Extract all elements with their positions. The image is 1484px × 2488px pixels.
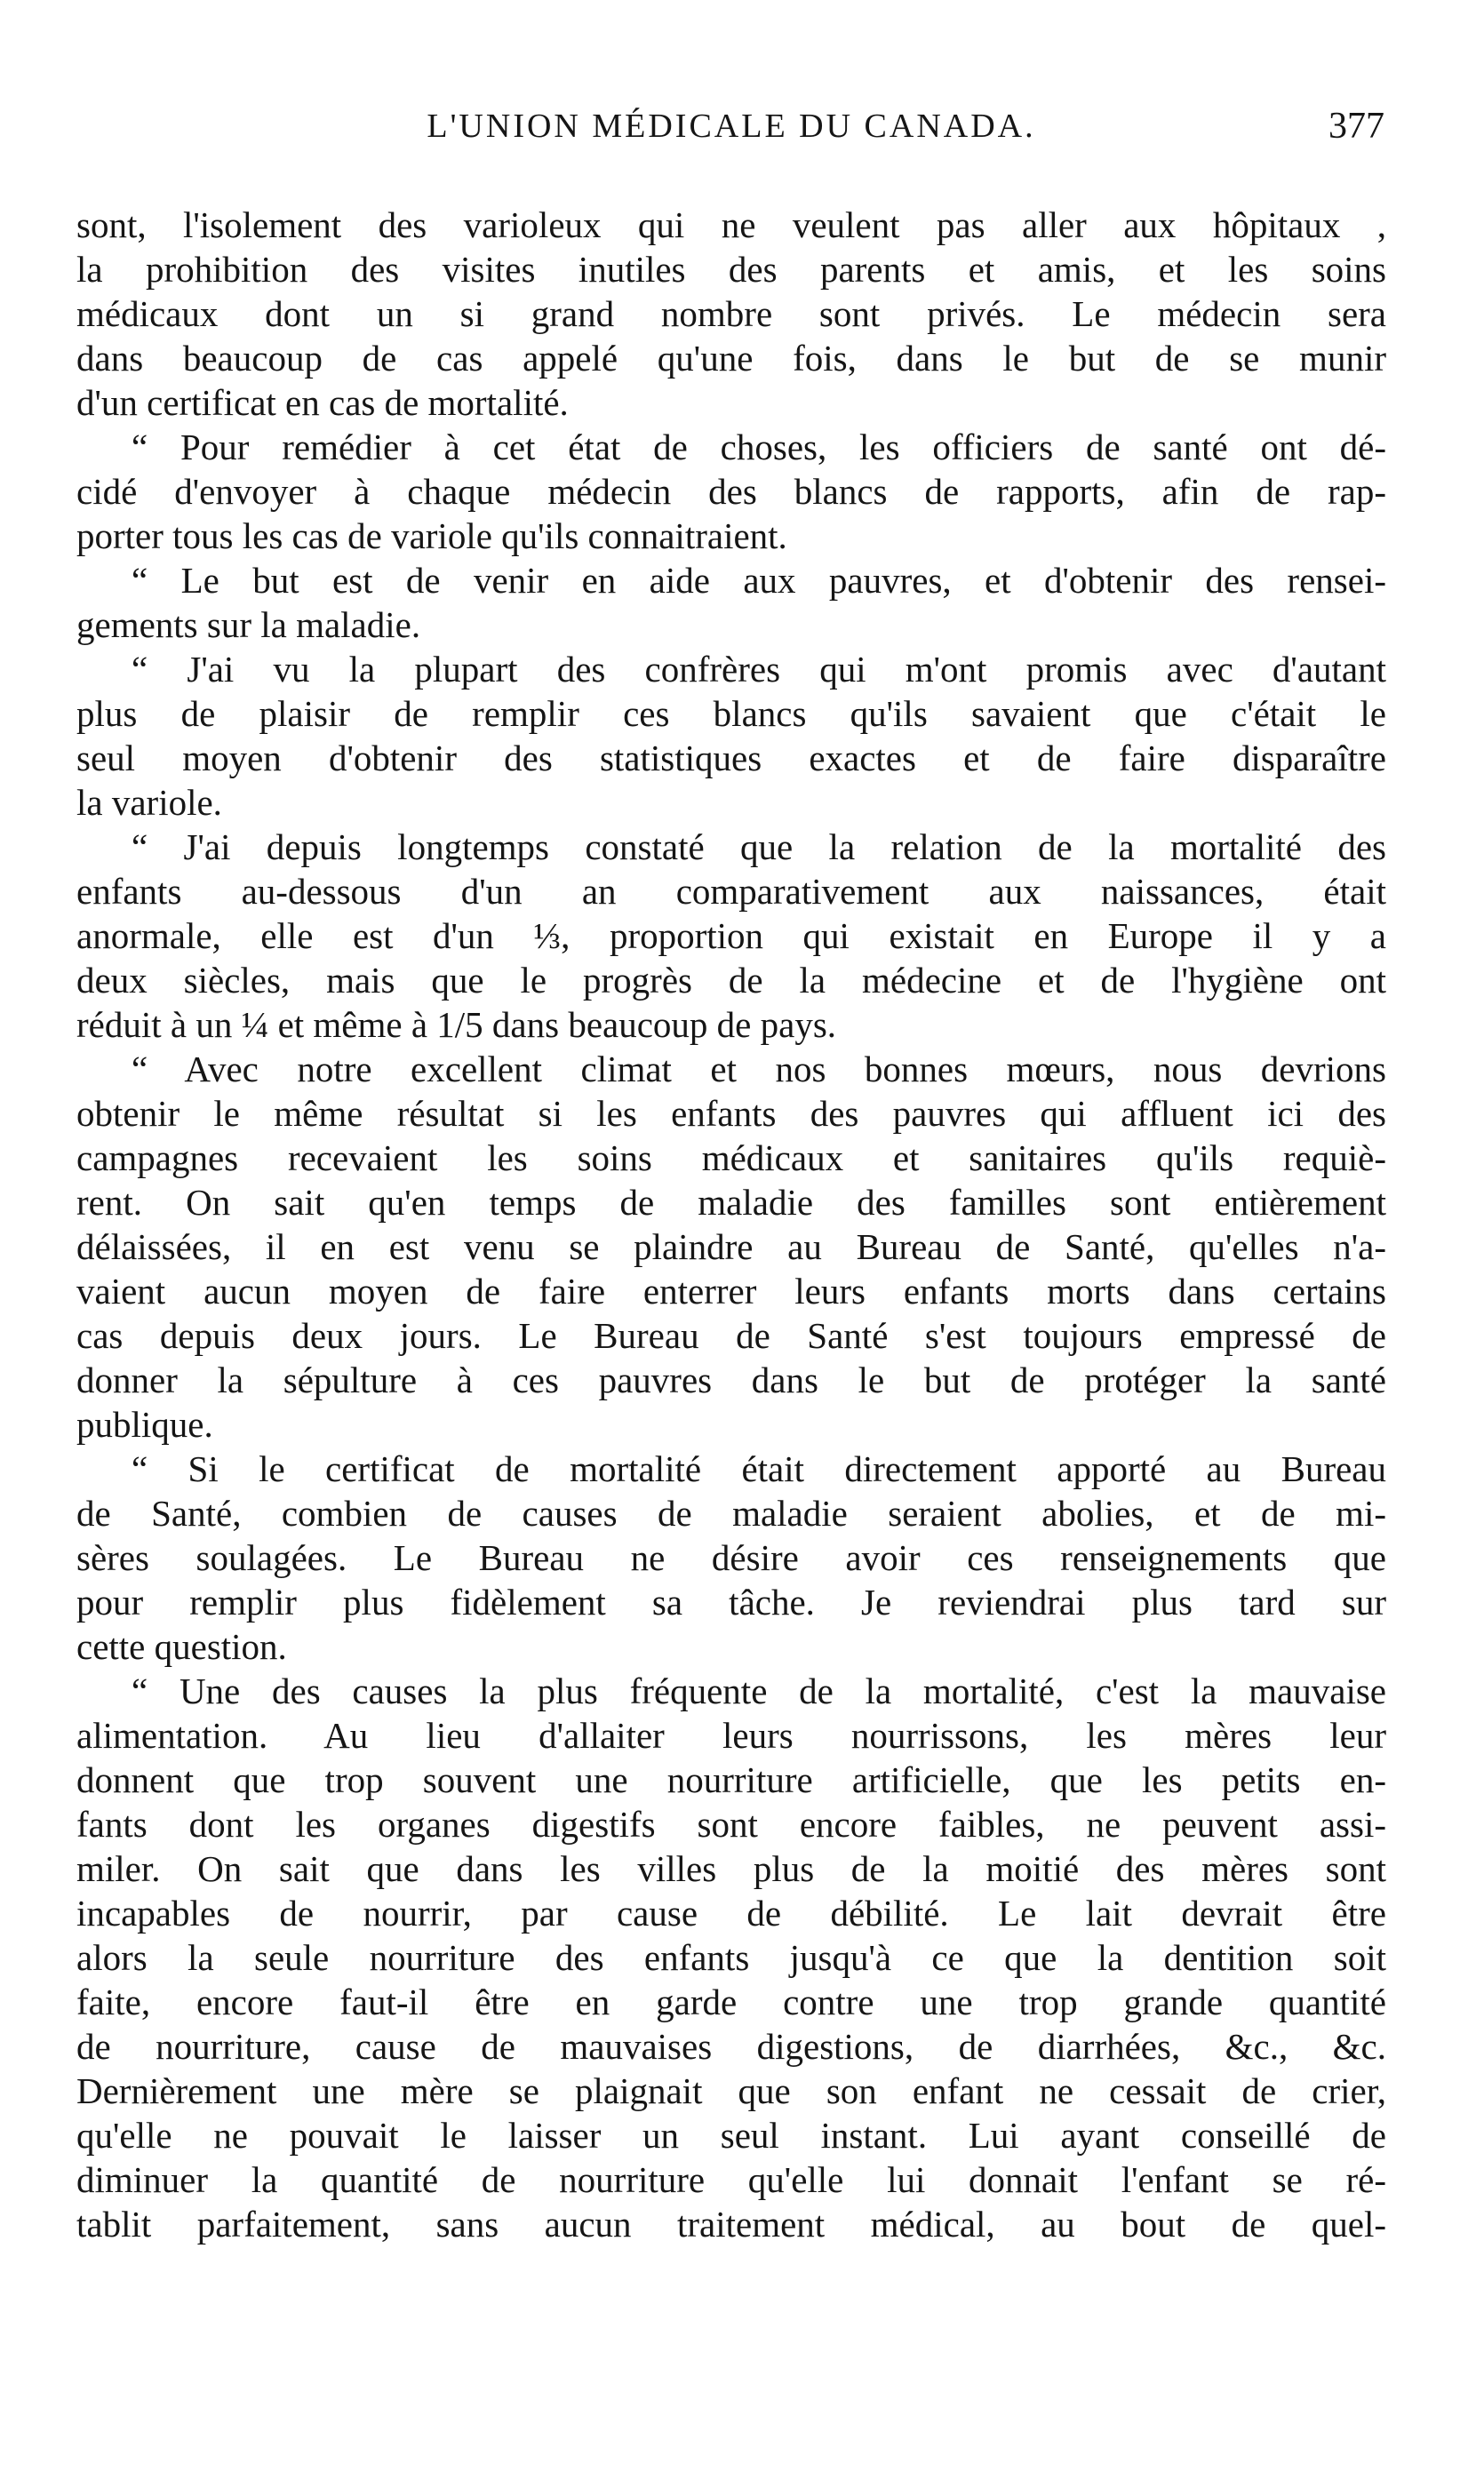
text-line: réduit à un ¼ et même à 1/5 dans beaucoup de pays. xyxy=(76,1004,837,1045)
text-line: délaissées, il en est venu se plaindre au Bureau de Santé, qu'elles n'a- xyxy=(76,1226,1386,1267)
text-line: fants dont les organes digestifs sont encore faibles, ne peuvent assi- xyxy=(76,1804,1386,1845)
text-line: sont, l'isolement des varioleux qui ne veulent pas aller aux hôpitaux , xyxy=(76,204,1386,245)
text-line: porter tous les cas de variole qu'ils connaitraient. xyxy=(76,515,787,556)
article-body xyxy=(76,203,1386,2246)
journal-title: L'UNION MÉDICALE DU CANADA. xyxy=(427,108,1036,145)
text-line: la variole. xyxy=(76,782,222,823)
text-line: cette question. xyxy=(76,1626,287,1667)
text-line: de Santé, combien de causes de maladie seraient abolies, et de mi- xyxy=(76,1493,1386,1534)
text-line: “ J'ai vu la plupart des confrères qui m'ont promis avec d'autant xyxy=(132,649,1386,690)
text-line: qu'elle ne pouvait le laisser un seul instant. Lui ayant conseillé de xyxy=(76,2115,1386,2156)
text-line: cas depuis deux jours. Le Bureau de Santé s'est toujours empressé de xyxy=(76,1315,1386,1356)
text-line: “ Si le certificat de mortalité était directement apporté au Bureau xyxy=(132,1448,1386,1489)
text-line: faite, encore faut-il être en garde contre une trop grande quantité xyxy=(76,1982,1386,2022)
running-head xyxy=(78,100,1384,153)
text-line: rent. On sait qu'en temps de maladie des familles sont entièrement xyxy=(76,1182,1386,1223)
text-line: médicaux dont un si grand nombre sont privés. Le médecin sera xyxy=(76,293,1386,334)
text-line: “ Une des causes la plus fréquente de la mortalité, c'est la mauvaise xyxy=(132,1671,1386,1711)
page-number: 377 xyxy=(1328,106,1384,147)
text-line: donnent que trop souvent une nourriture artificielle, que les petits en- xyxy=(76,1759,1386,1800)
text-line: obtenir le même résultat si les enfants des pauvres qui affluent ici des xyxy=(76,1093,1386,1134)
text-line: de nourriture, cause de mauvaises digestions, de diarrhées, &c., &c. xyxy=(76,2026,1386,2067)
text-line: publique. xyxy=(76,1404,213,1445)
text-line: vaient aucun moyen de faire enterrer leurs enfants morts dans certains xyxy=(76,1271,1386,1312)
text-line: dans beaucoup de cas appelé qu'une fois, dans le but de se munir xyxy=(76,338,1386,379)
text-line: alimentation. Au lieu d'allaiter leurs nourrissons, les mères leur xyxy=(76,1715,1386,1756)
text-line: plus de plaisir de remplir ces blancs qu'ils savaient que c'était le xyxy=(76,693,1386,734)
text-line: gements sur la maladie. xyxy=(76,604,421,645)
text-line: pour remplir plus fidèlement sa tâche. Je reviendrai plus tard sur xyxy=(76,1582,1386,1623)
text-line: seul moyen d'obtenir des statistiques exactes et de faire disparaître xyxy=(76,738,1386,778)
text-line: d'un certificat en cas de mortalité. xyxy=(76,382,569,423)
text-line: “ Avec notre excellent climat et nos bonnes mœurs, nous devrions xyxy=(132,1049,1386,1089)
text-line: alors la seule nourriture des enfants jusqu'à ce que la dentition soit xyxy=(76,1937,1386,1978)
text-line: “ Pour remédier à cet état de choses, les officiers de santé ont dé- xyxy=(132,427,1386,467)
text-line: campagnes recevaient les soins médicaux et sanitaires qu'ils requiè- xyxy=(76,1137,1386,1178)
text-line: la prohibition des visites inutiles des parents et amis, et les soins xyxy=(76,249,1386,290)
text-line: tablit parfaitement, sans aucun traitement médical, au bout de quel- xyxy=(76,2204,1386,2245)
text-line: deux siècles, mais que le progrès de la médecine et de l'hygiène ont xyxy=(76,960,1386,1001)
text-line: “ J'ai depuis longtemps constaté que la relation de la mortalité des xyxy=(132,826,1386,867)
text-line: anormale, elle est d'un ⅓, proportion qui existait en Europe il y a xyxy=(76,915,1386,956)
text-line: sères soulagées. Le Bureau ne désire avoir ces renseignements que xyxy=(76,1537,1386,1578)
text-line: cidé d'envoyer à chaque médecin des blancs de rapports, afin de rap- xyxy=(76,471,1386,512)
text-line: donner la sépulture à ces pauvres dans le but de protéger la santé xyxy=(76,1360,1386,1400)
text-line: “ Le but est de venir en aide aux pauvres, et d'obtenir des rensei- xyxy=(132,560,1386,601)
text-line: miler. On sait que dans les villes plus de la moitié des mères sont xyxy=(76,1848,1386,1889)
text-line: enfants au-dessous d'un an comparativement aux naissances, était xyxy=(76,871,1386,912)
text-line: incapables de nourrir, par cause de débilité. Le lait devrait être xyxy=(76,1893,1386,1934)
text-line: diminuer la quantité de nourriture qu'elle lui donnait l'enfant se ré- xyxy=(76,2159,1386,2200)
text-line: Dernièrement une mère se plaignait que son enfant ne cessait de crier, xyxy=(76,2070,1386,2111)
